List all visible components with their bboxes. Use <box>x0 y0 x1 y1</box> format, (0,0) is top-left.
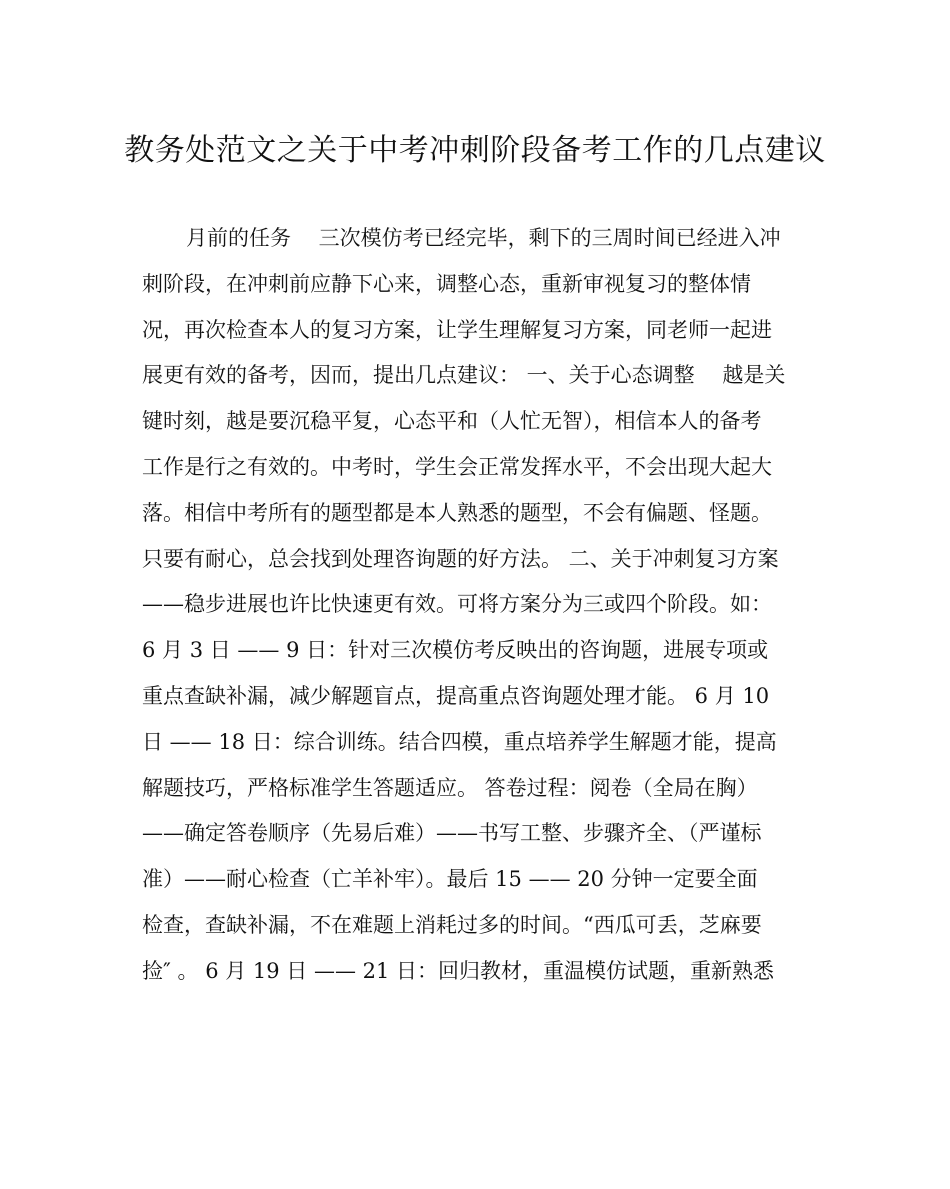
document-body <box>142 216 822 995</box>
body-line: 只要有耐心，总会找到处理咨询题的好方法。 二、关于冲刺复习方案 <box>142 546 779 571</box>
body-line: 准）——耐心检查（亡羊补牢）。最后 15 —— 20 分钟一定要全面 <box>142 867 758 892</box>
body-line: 6 月 3 日 —— 9 日：针对三次模仿考反映出的咨询题，进展专项或 <box>142 638 769 663</box>
body-line: 解题技巧，严格标准学生答题适应。 答卷过程：阅卷（全局在胸） <box>142 775 758 800</box>
body-line: 落。相信中考所有的题型都是本人熟悉的题型，不会有偏题、怪题。 <box>142 500 772 525</box>
body-line: 捡″ 。 6 月 19 日 —— 21 日：回归教材，重温模仿试题，重新熟悉 <box>142 958 775 983</box>
body-line: ——稳步进展也许比快速更有效。可将方案分为三或四个阶段。如： <box>142 592 772 617</box>
body-line: ——确定答卷顺序（先易后难）——书写工整、步骤齐全、（严谨标 <box>142 821 762 846</box>
body-line: 月前的任务 三次模仿考已经完毕，剩下的三周时间已经进入冲 <box>186 226 781 250</box>
body-line: 键时刻，越是要沉稳平复，心态平和（人忙无智），相信本人的备考 <box>142 409 762 434</box>
body-line: 检查，查缺补漏，不在难题上消耗过多的时间。“西瓜可丢，芝麻要 <box>142 912 762 937</box>
body-line: 工作是行之有效的。中考时，学生会正常发挥水平，不会出现大起大 <box>142 454 772 479</box>
body-line: 刺阶段，在冲刺前应静下心来，调整心态，重新审视复习的整体情 <box>142 271 751 296</box>
body-line: 况，再次检查本人的复习方案，让学生理解复习方案，同老师一起进 <box>142 317 772 342</box>
document-title: 教务处范文之关于中考冲刺阶段备考工作的几点建议 <box>124 133 826 168</box>
body-line: 日 —— 18 日：综合训练。结合四模，重点培养学生解题才能，提高 <box>142 729 777 754</box>
body-line: 重点查缺补漏，减少解题盲点，提高重点咨询题处理才能。 6 月 10 <box>142 683 770 708</box>
body-line: 展更有效的备考，因而，提出几点建议： 一、关于心态调整 越是关 <box>142 363 786 388</box>
